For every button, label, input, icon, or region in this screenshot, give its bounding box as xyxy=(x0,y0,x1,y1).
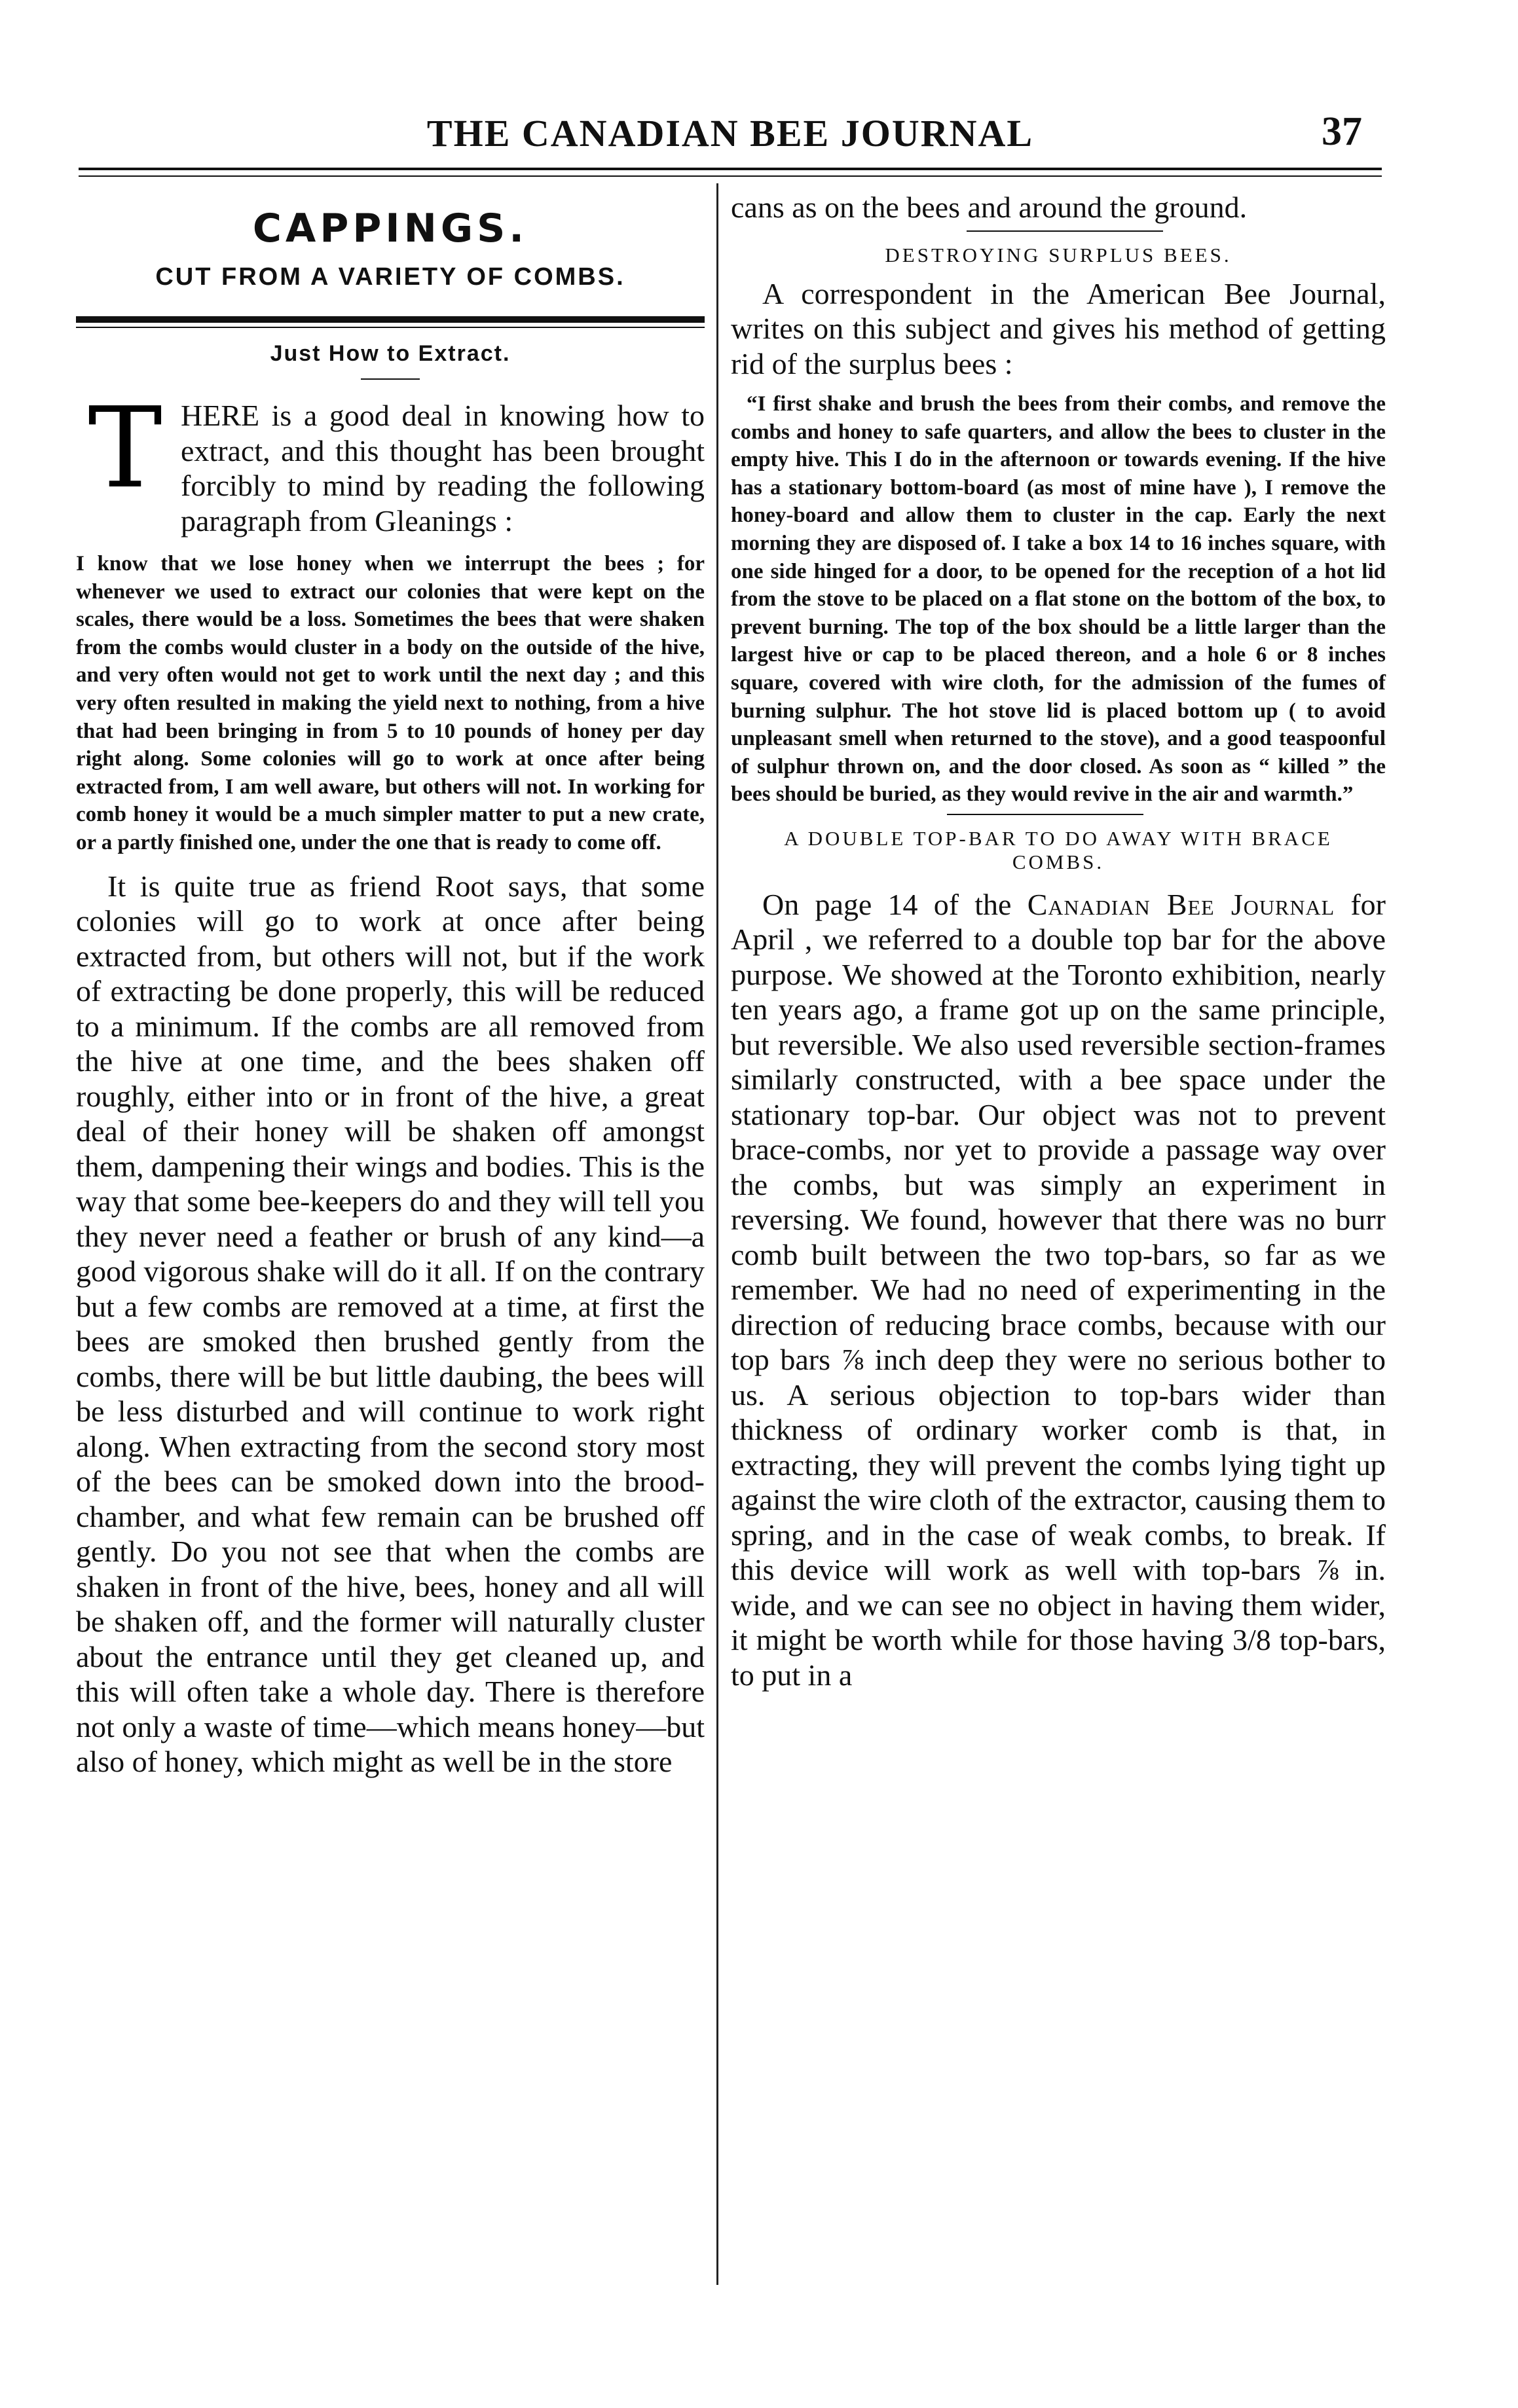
heading-double-top-bar: A DOUBLE TOP-BAR TO DO AWAY WITH BRACE COMBS. xyxy=(784,826,1333,873)
left-column xyxy=(76,190,705,1779)
continuation-paragraph: cans as on the bees and around the ground. xyxy=(731,191,1248,224)
destroying-intro: A correspondent in the American Bee Journal, writes on this subject and gives his method of getting rid of the surplus bees : xyxy=(731,276,1386,380)
destroying-quote: “I first shake and brush the bees from their combs, and remove the combs and honey to safe quarters, and allow the bees to cluster in the empty hive. This I do in the afternoon or towards evening. If the hive has a stationary bottom-board (as most of mine have ), I remove the honey-board and allow them to cluster in the cap. Early the next morning they are disposed of. I take a box 14 to 16 inches square, with one side hinged for a door, to be opened for the reception of a hot lid from the stove to be placed on a flat stone on the bottom of the box, to prevent burning. The top of the box should be a little larger than the largest hive or cap to be placed thereon, and a hole 6 or 8 inches square, covered with wire cloth, for the admission of the fumes of burning sulphur. The hot stove lid is placed bottom up ( to avoid unpleasant smell when returned to the stove), and a good teaspoonful of sulphur thrown on, and the door closed. As soon as “ killed ” the bees should be buried, as they would revive in the air and warmth.” xyxy=(731,392,1386,807)
quoted-paragraph: I know that we lose honey when we interrupt the bees ; for whenever we used to extract our colonies that were kept on the scales, there would be a loss. Sometimes the bees that were shaken from the combs would cluster in a body on the outside of the hive, and very often would not get to work until the next day ; and this very often resulted in making the yield next to nothing, from a hive that had been bringing in from 5 to 10 pounds of honey per day right along. Some colonies will go to work at once after being extracted from, I am well aware, but others will not. In working for comb honey it would be a much simpler matter to put a new crate, or a partly finished one, under the one that is ready to come off. xyxy=(76,552,705,854)
continuation-rule xyxy=(967,230,1163,232)
running-header xyxy=(79,105,1382,164)
double-top-bar-paragraph xyxy=(731,887,1386,1693)
article-title: Just How to Extract. xyxy=(270,341,511,366)
section-title: CAPPINGS. xyxy=(252,206,528,251)
intro-paragraph xyxy=(76,384,705,538)
title-rule xyxy=(361,378,420,380)
page-number: 37 xyxy=(1322,109,1362,154)
heading-destroying-surplus-bees: DESTROYING SURPLUS BEES. xyxy=(885,243,1232,266)
column-divider xyxy=(716,183,718,2285)
double-text-start: On page 14 of the xyxy=(762,887,1027,921)
intro-text: HERE is a good deal in knowing how to extract, and this thought has been brought forcibly to mind by reading the following paragraph from Gleanings : xyxy=(181,399,705,538)
right-column xyxy=(731,190,1386,1692)
journal-title: THE CANADIAN BEE JOURNAL xyxy=(426,112,1034,155)
header-rule xyxy=(79,168,1382,170)
section-rule-thin xyxy=(76,327,705,328)
double-text-rest: for April , we referred to a double top bar for the above purpose. We showed at the Toronto exhibition, nearly ten years ago, a frame got up on the same principle, but reversible. We also used reversible section-frames similarly constructed, with a bee space under the stationary top-bar. Our object was not to prevent brace-combs, nor yet to provide a passage way over the combs, but was simply an experiment in reversing. We found, however that there was no burr comb built between the two top-bars, so far as we remember. We had no need of experimenting in the direction of reducing brace combs, because with our top bars ⅞ inch deep they were no serious bother to us. A serious objection to top-bars wider than thickness of ordinary worker comb is that, in extracting, they will prevent the combs lying tight up against the wire cloth of the extractor, causing them to spring, and in the case of weak combs, to break. If this device will work as well with top-bars ⅞ in. wide, and we can see no object in having them wider, it might be worth while for those having 3/8 top-bars, to put in a xyxy=(731,887,1386,1692)
header-rule-thin xyxy=(79,175,1382,177)
journal-name: Canadian Bee Journal xyxy=(1027,887,1335,921)
drop-cap: T xyxy=(88,384,162,513)
section-rule-thick xyxy=(76,316,705,323)
section-subtitle: CUT FROM A VARIETY OF COMBS. xyxy=(155,263,625,291)
quote-end-rule xyxy=(947,814,1143,815)
body-paragraph: It is quite true as friend Root says, that some colonies will go to work at once after being extracted from, but others will not, but if the work of extracting be done properly, this will be reduced to a minimum. If the combs are all removed from the hive at one time, and the bees shaken off roughly, either into or in front of the hive, a great deal of their honey will be shaken off amongst them, dampening their wings and bodies. This is the way that some bee-keepers do and they will tell you they never need a feather or brush of any kind—a good vigorous shake will do it all. If on the contrary but a few combs are removed at a time, at first the bees are smoked then brushed gently from the combs, there will be but little daubing, the bees will be less disturbed and will continue to work right along. When extracting from the second story most of the bees can be smoked down into the brood-chamber, and what few remain can be brushed off gently. Do you not see that when the combs are shaken in front of the hive, bees, honey and all will be shaken off, and the former will naturally cluster about the entrance until they get cleaned up, and this will often take a whole day. There is therefore not only a waste of time—which means honey—but also of honey, which might as well be in the store xyxy=(76,869,705,1779)
